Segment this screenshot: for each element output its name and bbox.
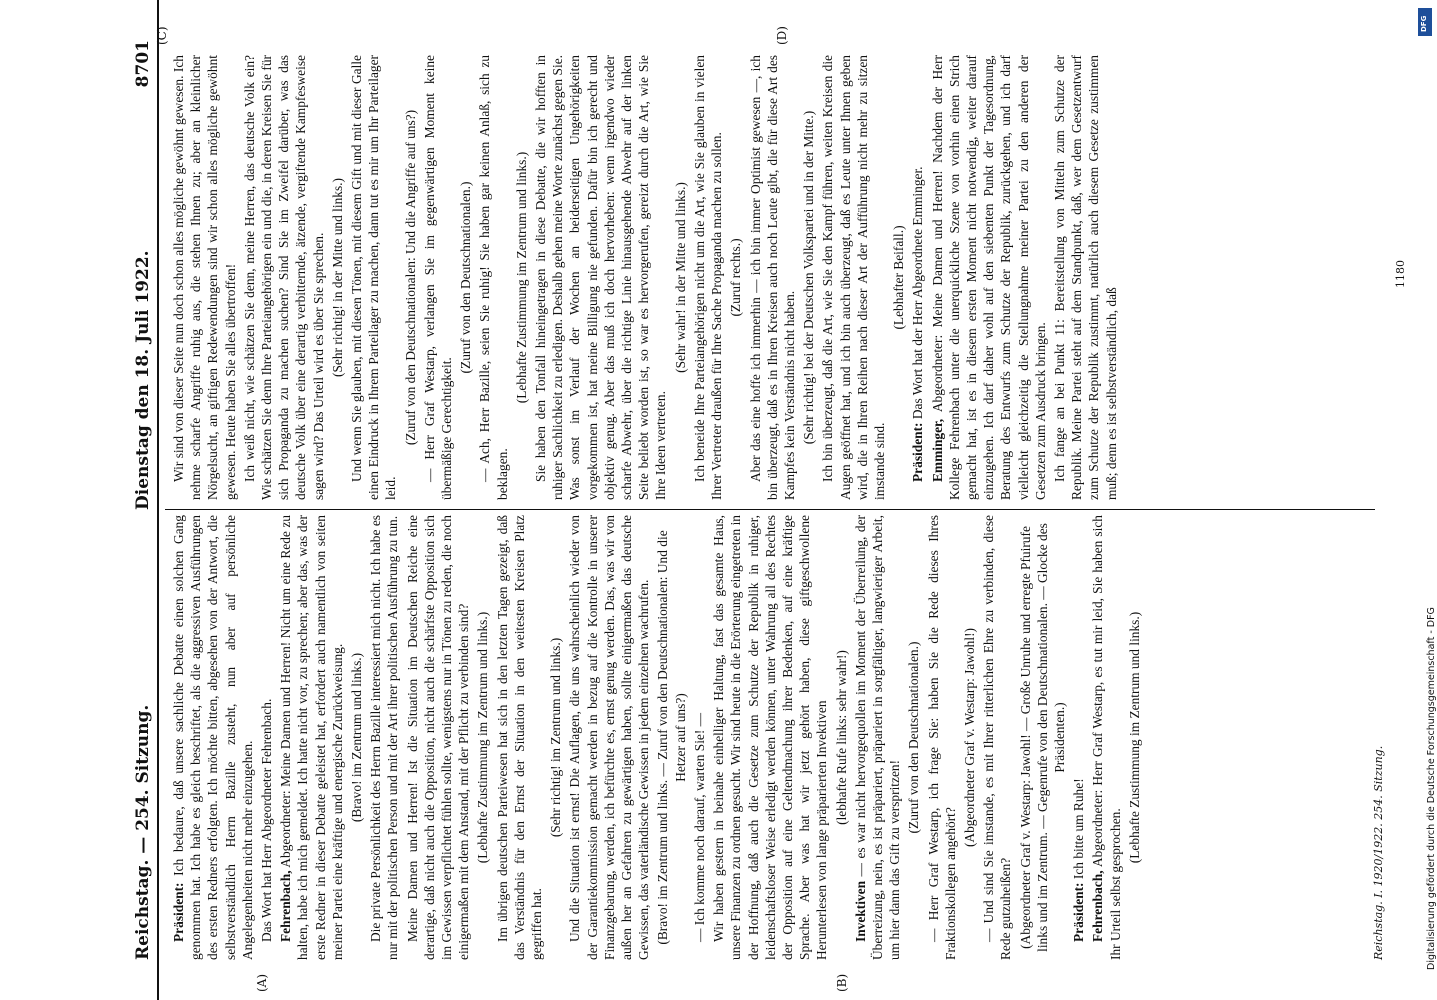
paragraph-text: (Zuruf von den Deutschnationalen.) bbox=[458, 181, 474, 374]
paragraph bbox=[494, 515, 546, 960]
margin-letter-d: (D) bbox=[775, 26, 789, 45]
paragraph-text: Sie haben den Tonfall hineingetragen in diese Debatte, die wir hofften in ruhiger Sachlichkeit zu erledigen. Deshalb gehen meine Worte zunächst gegen Sie. Was sonst im Verlauf der Wochen an beiderseitigen Ungehörigkeiten vorgekommen ist, hat meine Billigung nie gefunden. Dafür bin ich gerecht und objektiv genug. Aber das muß ich doch hervorheben: wenn irgendwo wieder scharfe Abwehr, über die richtige Linie hinausgehende Abwehr auf der linken Seite beliebt worden ist, so war es hervorgerufen, gereizt durch die Art, wie Sie Ihre Ideen vertreten. bbox=[533, 55, 669, 500]
paragraph-text: Meine Damen und Herren! Ist die Situation im Deutschen Reiche eine derartige, daß nicht auch die Opposition, nicht auch die schärfste Opposition sich im Gewissen verpflichtet fühlen sollte, wenigstens nur in Tönen zu reden, die noch einigermaßen mit dem Anstand, mit der Pflicht zu verbinden sind? bbox=[404, 515, 472, 960]
paragraph-text: — es war nicht hervorgequollen im Moment der Überreilung, der Überreizung, nein, es ist präpariert, präpariert in sorgfältiger, langwieriger Arbeit, um hier dann das Gift zu verspritzen! bbox=[852, 515, 903, 960]
paragraph-text: (Sehr richtig! im Zentrum und links.) bbox=[548, 637, 564, 838]
paragraph bbox=[925, 515, 959, 960]
speaker-name: Emminger, bbox=[929, 418, 945, 482]
paragraph-text: Wir haben gestern in beinahe einhelliger Haltung, fast das gesamte Haus, unsere Finanzen zu ordnen gesucht. Wir sind heute in die Erörterung eingetreten in der Hoffnung, daß auch die Gesetze zum Schutze der Republik in ruhiger, leidenschaftsloser Weise erledigt werden können, unter Wahrung all des Rechtes der Opposition auf eine Geltendmachung ihrer Bedenken, auf eine kräftige Sprache. Aber was hat wir jetzt gehört haben, diese giftgeschwollene Herunterlesen von lange präparierten Invektiven bbox=[711, 515, 830, 960]
paragraph-text: Ich beneide Ihre Parteiangehörigen nicht um die Art, wie Sie glauben in vielen Ihrer Vertreter draußen für Ihre Sache Propaganda machen zu sollen. bbox=[691, 55, 725, 500]
header-rule bbox=[157, 0, 159, 1000]
paragraph-text: Wir sind von dieser Seite nun doch schon alles mögliche gewöhnt gewesen. Ich nehme scharfe Angriffe ruhig aus, die stehen Ihnen zu; aber an kleinlicher Nörgelsucht, an giftigen Redewendungen sind wir schon alles mögliche gewöhnt gewesen. Heute haben Sie alles übertroffen! bbox=[171, 55, 238, 500]
footer-text: Reichstag. I. 1920/1922. 254. Sitzung. bbox=[1372, 745, 1385, 960]
right-column bbox=[170, 55, 1122, 500]
paragraph bbox=[800, 55, 817, 500]
paragraph-text: Aber das eine hoffe ich immerhin — ich bin immer Optimist gewesen —, ich bin überzeugt, daß es in Ihren Kreisen auch noch Leute gibt, die für diese Art des Kampfes kein Verständnis nicht haben. bbox=[747, 55, 797, 500]
paragraph bbox=[1051, 55, 1120, 500]
paragraph bbox=[1126, 515, 1143, 960]
paragraph bbox=[513, 55, 530, 500]
speaker-name: Präsident: bbox=[1071, 882, 1087, 942]
header-center: Dienstag den 18. Juli 1922. bbox=[133, 250, 153, 510]
speaker-name: Präsident: bbox=[910, 422, 926, 482]
paragraph bbox=[961, 515, 978, 960]
paragraph-text: Abgeordneter: Herr Graf Westarp, es tut mir leid, Sie haben sich Ihr Urteil selbst gesprochen. bbox=[1090, 515, 1123, 960]
paragraph-text: (Lebhafte Zustimmung im Zentrum und links.) bbox=[1126, 611, 1142, 864]
paragraph bbox=[329, 55, 346, 500]
paragraph bbox=[929, 55, 1049, 500]
paragraph-text: Das Wort hat Herr Abgeordneter Fehrenbach. bbox=[259, 698, 275, 942]
paragraph-text: (Abgeordneter Graf v. Westarp: Jawohl! — Große Unruhe und erregte Pfuirufe links und im Zentrum. — Gegenrufe von den Deutschnationalen. — Glocke des Präsidenten.) bbox=[1017, 523, 1067, 952]
paragraph-text: Ich bedaure, daß unsere sachliche Debatte einen solchen Gang genommen hat. Ich habe es gleich beschriftet, als die aggressiven Ausführungen des ersten Redners erfolgten. Ich möchte bitten, abgesehen von der Antwort, die selbstverständlich Herrn Bazille zusteht, nun aber auf persönliche Angelegenheiten nicht mehr einzugehen. bbox=[171, 515, 255, 960]
paragraph-text: (Lebhafte Zustimmung im Zentrum und links.) bbox=[475, 611, 491, 864]
paragraph bbox=[457, 55, 474, 500]
paragraph bbox=[691, 515, 708, 960]
paragraph-text: (Bravo! im Zentrum und links. — Zuruf von den Deutschnationalen: Und die Hetzer auf uns?) bbox=[655, 530, 688, 945]
paragraph bbox=[532, 55, 670, 500]
speaker-name: Präsident: bbox=[171, 882, 186, 942]
paragraph-text: (Lebhafter Beifall.) bbox=[891, 225, 907, 330]
margin-letter-b: (B) bbox=[835, 973, 849, 992]
speaker-name: Fehrenbach, bbox=[1090, 870, 1106, 942]
paragraph bbox=[476, 55, 510, 500]
running-head bbox=[133, 20, 157, 980]
paragraph bbox=[727, 55, 744, 500]
speaker-name: Invektiven bbox=[852, 880, 868, 942]
paragraph-text: — Herr Graf Westarp, verlangen Sie im gegenwärtigen Moment keine übermäßige Gerechtigkeit. bbox=[421, 55, 455, 500]
paragraph-text: (Sehr richtig! in der Mitte und links.) bbox=[329, 178, 345, 377]
paragraph-text: — Herr Graf Westarp, ich frage Sie: haben Sie die Rede dieses Ihres Fraktionskollegen angehört? bbox=[925, 515, 958, 960]
paragraph bbox=[1070, 515, 1087, 960]
paragraph bbox=[980, 515, 1014, 960]
left-column bbox=[170, 515, 1145, 960]
paragraph-text: Abgeordneter: Meine Damen und Herren! Nicht um eine Rede zu halten, habe ich mich gemeldet. Ich hatte nicht vor, zu sprechen; aber das, was der erste Redner in dieser Debatte geleistet hat, erfordert auch namentlich von seiten meiner Partei eine kräftige und energische Zurückweisung. bbox=[278, 514, 345, 960]
paragraph bbox=[348, 55, 400, 500]
digitization-credit bbox=[1414, 10, 1437, 990]
paragraph-text: Ich weiß nicht, wie schätzen Sie denn, meine Herren, das deutsche Volk ein? Wie schätzen Sie denn Ihre Parteiangehörigen ein und die, in deren Kreisen Sie für sich Propaganda zu machen suchen? Sind Sie im Zweifel darüber, was das deutsche Volk über eine derartig verbitternde, ätzende, vergiftende Kampfesweise sagen wird? Das Urteil wird es über Sie sprechen. bbox=[241, 55, 326, 500]
paragraph bbox=[833, 515, 850, 960]
paragraph-text: Und die Situation ist ernst! Die Auflagen, die uns wahrscheinlich wieder von der Garantiekommission gemacht werden in bezug auf die Kontrolle in unserer Finanzgebarung, werden, ich befürchte es, ernst genug werden. Das, was wir von außen her an Gefahren zu gewärtigen haben, sollte einigermaßen das deutsche Gewissen, das vaterländische Gewissen in jedem einzelnen wachrufen. bbox=[567, 515, 652, 960]
paragraph-text: (Zuruf rechts.) bbox=[728, 238, 744, 317]
paragraph bbox=[348, 515, 365, 960]
speaker-name: Fehrenbach, bbox=[278, 870, 294, 942]
paragraph bbox=[672, 55, 689, 500]
document-page bbox=[75, 0, 1415, 1000]
paragraph-text: (Bravo! im Zentrum und links.) bbox=[349, 652, 365, 823]
paragraph bbox=[1089, 515, 1123, 960]
paragraph-text: Und wenn Sie glauben, mit diesen Tönen, mit diesem Gift und mit dieser Galle einen Eindruck in Ihrem Parteilager zu machen, dann tut es mir um Ihr Parteilager leid. bbox=[349, 55, 399, 500]
paragraph-text: (Sehr richtig! bei der Deutschen Volkspartei und in der Mitte.) bbox=[801, 110, 817, 445]
paragraph bbox=[852, 515, 904, 960]
column-divider bbox=[165, 509, 1375, 510]
paragraph-text: (Lebhafte Zustimmung im Zentrum und links.) bbox=[513, 151, 529, 404]
paragraph-text: (Zuruf von den Deutschnationalen.) bbox=[906, 641, 922, 834]
header-left: Reichstag. — 254. Sitzung. bbox=[133, 704, 153, 960]
paragraph-text: (Zuruf von den Deutschnationalen: Und die Angriffe auf uns?) bbox=[402, 109, 418, 446]
paragraph-text: (Sehr wahr! in der Mitte und links.) bbox=[672, 182, 688, 373]
paragraph bbox=[404, 515, 473, 960]
paragraph-text: Ich fange an bei Punkt 11: Bereitstellung von Mitteln zum Schutze der Republik. Meine Partei steht auf dem Standpunkt, daß, wer dem Gesetzentwurf zum Schutze der Republik zustimmt, natürlich auch diesem Gesetze zustimmen muß; denn es ist selbstverständlich, daß bbox=[1051, 55, 1119, 500]
paragraph-text: — Ich komme noch darauf, warten Sie! — bbox=[691, 712, 707, 942]
paragraph-text: (lebhafte Rufe links: sehr wahr!) bbox=[833, 650, 849, 825]
paragraph-text: Abgeordneter: Meine Damen und Herren! Nachdem der Herr Kollege Fehrenbach unter die unerquickliche Szene von vorhin einen Strich gemacht hat, ist es in diesem ersten Moment nicht notwendig, weiter darauf einzugehen. Ich darf daher wohl auf den siebenten Punkt der Tagesordnung, Beratung des Entwurfs zum Schutze der Republik, zurückgehen, und ich darf vielleicht gleichzeitig die Stellungnahme meiner Partei zu den anderen der Gesetzen zum Ausdruck bringen. bbox=[929, 55, 1048, 500]
paragraph-text: — Ach, Herr Bazille, seien Sie ruhig! Sie haben gar keinen Anlaß, sich zu beklagen. bbox=[477, 55, 510, 500]
paragraph bbox=[241, 55, 327, 500]
paragraph-text: Im übrigen deutschen Parteiwesen hat sich in den letzten Tagen gezeigt, daß das Verständnis für den Ernst der Situation in den weitesten Kreisen Platz gegriffen hat. bbox=[494, 515, 545, 960]
paragraph bbox=[654, 515, 688, 960]
paragraph bbox=[819, 55, 888, 500]
paragraph-text: (Abgeordneter Graf v. Westarp: Jawohl!) bbox=[961, 627, 977, 848]
margin-letter-a: (A) bbox=[255, 973, 269, 992]
paragraph bbox=[747, 55, 799, 500]
paragraph bbox=[170, 515, 256, 960]
paragraph bbox=[258, 515, 275, 960]
paragraph bbox=[402, 55, 419, 500]
paragraph-text: — Und sind Sie imstande, es mit Ihrer ritterlichen Ehre zu verbinden, diese Rede gutzuheißen? bbox=[981, 515, 1014, 960]
footer-number: 1180 bbox=[1394, 260, 1407, 288]
page-number: 8701 bbox=[133, 40, 153, 88]
paragraph bbox=[909, 55, 926, 500]
paragraph bbox=[474, 515, 491, 960]
paragraph bbox=[277, 515, 346, 960]
paragraph bbox=[905, 515, 922, 960]
paragraph bbox=[170, 55, 239, 500]
paragraph-text: Ich bin überzeugt, daß die Art, wie Sie den Kampf führen, weiten Kreisen die Augen geöffnet hat, und ich bin auch überzeugt, daß es Leute unter Ihnen geben wird, die in Ihren Reihen nach dieser Art der Aufführung nicht mehr zu sitzen imstande sind. bbox=[820, 55, 887, 500]
paragraph bbox=[547, 515, 564, 960]
paragraph bbox=[566, 515, 652, 960]
paragraph bbox=[421, 55, 455, 500]
dfg-logo: DFG bbox=[1418, 8, 1432, 36]
paragraph bbox=[1017, 515, 1069, 960]
paragraph-text: Ich bitte um Ruhe! bbox=[1071, 778, 1087, 880]
paragraph-text: Die private Persönlichkeit des Herrn Bazille interessiert mich nicht. Ich habe es nur mit der politischen Person und mit der Art ihrer politischen Ausführung zu tun. bbox=[368, 515, 401, 960]
credit-text: Digitalisierung gefördert durch die Deutsche Forschungsgemeinschaft - DFG bbox=[1426, 607, 1437, 970]
paragraph bbox=[890, 55, 907, 500]
paragraph bbox=[367, 515, 401, 960]
paragraph-text: Das Wort hat der Herr Abgeordnete Emminger. bbox=[910, 166, 926, 420]
paragraph bbox=[691, 55, 725, 500]
margin-letter-c: (C) bbox=[155, 26, 169, 45]
paragraph bbox=[710, 515, 830, 960]
